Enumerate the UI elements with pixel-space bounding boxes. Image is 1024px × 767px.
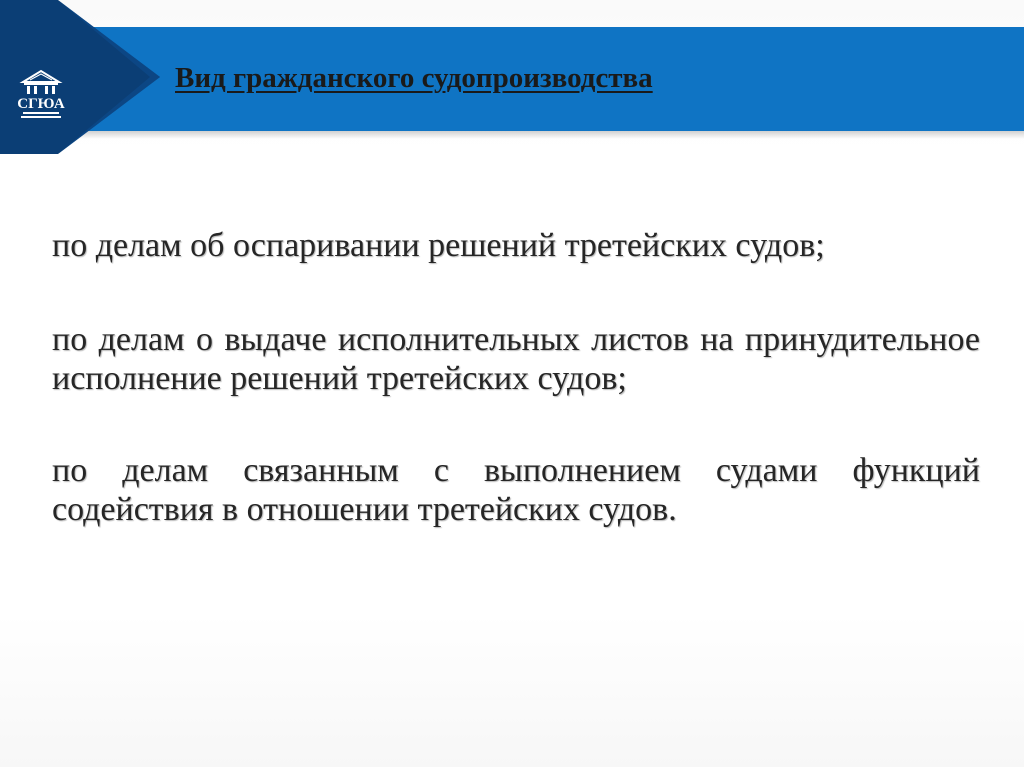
list-item: по делам связанным с выполнением судами функций содействия в отношении третейских судов. [52,452,980,528]
list-item: по делам об оспаривании решений третейских судов; [52,227,825,264]
slide-title: Вид гражданского судопроизводства [175,62,653,94]
university-emblem-icon [17,62,65,124]
list-item: по делам о выдаче исполнительных листов на принудительное исполнение решений третейских судов; [52,321,980,397]
content-list [52,226,980,529]
logo-text: СГЮА [17,96,65,112]
